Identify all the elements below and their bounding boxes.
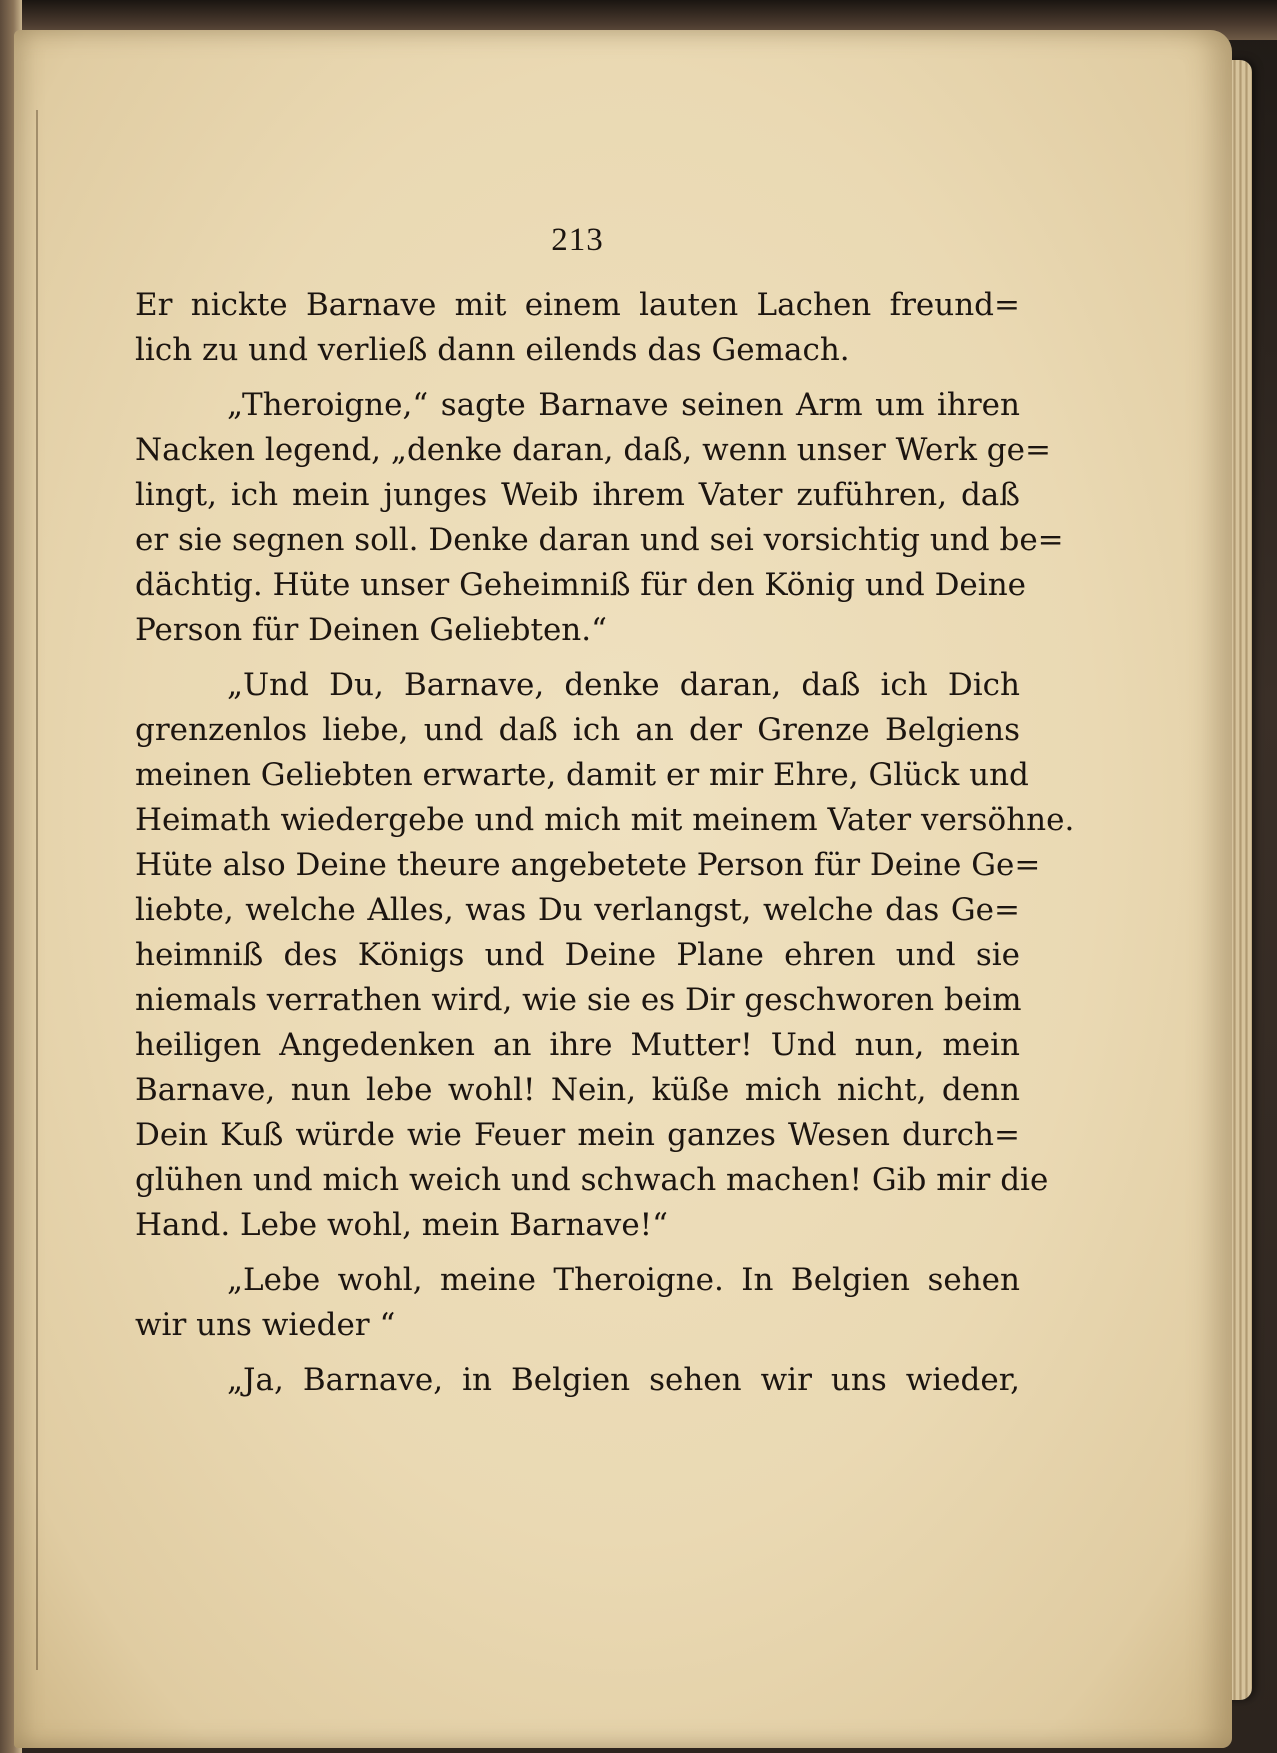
text-line: Dein Kuß würde wie Feuer mein ganzes Wesen durch=: [135, 1117, 1020, 1153]
text-line: niemals verrathen wird, wie sie es Dir geschworen beim: [135, 982, 1022, 1018]
text-line: grenzenlos liebe, und daß ich an der Grenze Belgiens: [135, 712, 1020, 748]
text-line: Person für Deinen Geliebten.“: [135, 612, 607, 648]
text-line: Hand. Lebe wohl, mein Barnave!“: [135, 1207, 668, 1243]
paragraph-5: [135, 1358, 1020, 1403]
text-line: liebte, welche Alles, was Du verlangst, welche das Ge=: [135, 892, 1020, 928]
page-number: 213: [551, 222, 604, 258]
text-line: glühen und mich weich und schwach machen! Gib mir die: [135, 1162, 1049, 1198]
text-line: heimniß des Königs und Deine Plane ehren und sie: [135, 937, 1020, 973]
text-line: Barnave, nun lebe wohl! Nein, küße mich nicht, denn: [135, 1072, 1020, 1108]
text-line: dächtig. Hüte unser Geheimniß für den König und Deine: [135, 567, 1027, 603]
text-line: er sie segnen soll. Denke daran und sei vorsichtig und be=: [135, 522, 1064, 558]
text-line: heiligen Angedenken an ihre Mutter! Und nun, mein: [135, 1027, 1020, 1063]
paragraph-1: [135, 283, 1020, 373]
text-line: lich zu und verließ dann eilends das Gemach.: [135, 332, 850, 368]
text-line: „Und Du, Barnave, denke daran, daß ich Dich: [227, 667, 1020, 703]
text-line: meinen Geliebten erwarte, damit er mir Ehre, Glück und: [135, 757, 1029, 793]
text-line: wir uns wieder “: [135, 1307, 396, 1343]
text-line: Heimath wiedergebe und mich mit meinem Vater versöhne.: [135, 802, 1075, 838]
text-line: lingt, ich mein junges Weib ihrem Vater zuführen, daß: [135, 477, 1020, 513]
paragraph-4: [135, 1258, 1020, 1348]
text-line: „Theroigne,“ sagte Barnave seinen Arm um ihren: [227, 387, 1020, 423]
text-line: Er nickte Barnave mit einem lauten Lachen freund=: [135, 287, 1020, 323]
page-text: [135, 200, 1075, 1413]
paragraph-2: [135, 383, 1064, 653]
text-line: Hüte also Deine theure angebetete Person für Deine Ge=: [135, 847, 1041, 883]
paragraph-3: [135, 663, 1075, 1248]
text-line: „Lebe wohl, meine Theroigne. In Belgien sehen: [227, 1262, 1020, 1298]
gutter-line: [36, 110, 38, 1670]
text-line: Nacken legend, „denke daran, daß, wenn unser Werk ge=: [135, 432, 1051, 468]
text-line: „Ja, Barnave, in Belgien sehen wir uns wieder,: [227, 1362, 1020, 1398]
